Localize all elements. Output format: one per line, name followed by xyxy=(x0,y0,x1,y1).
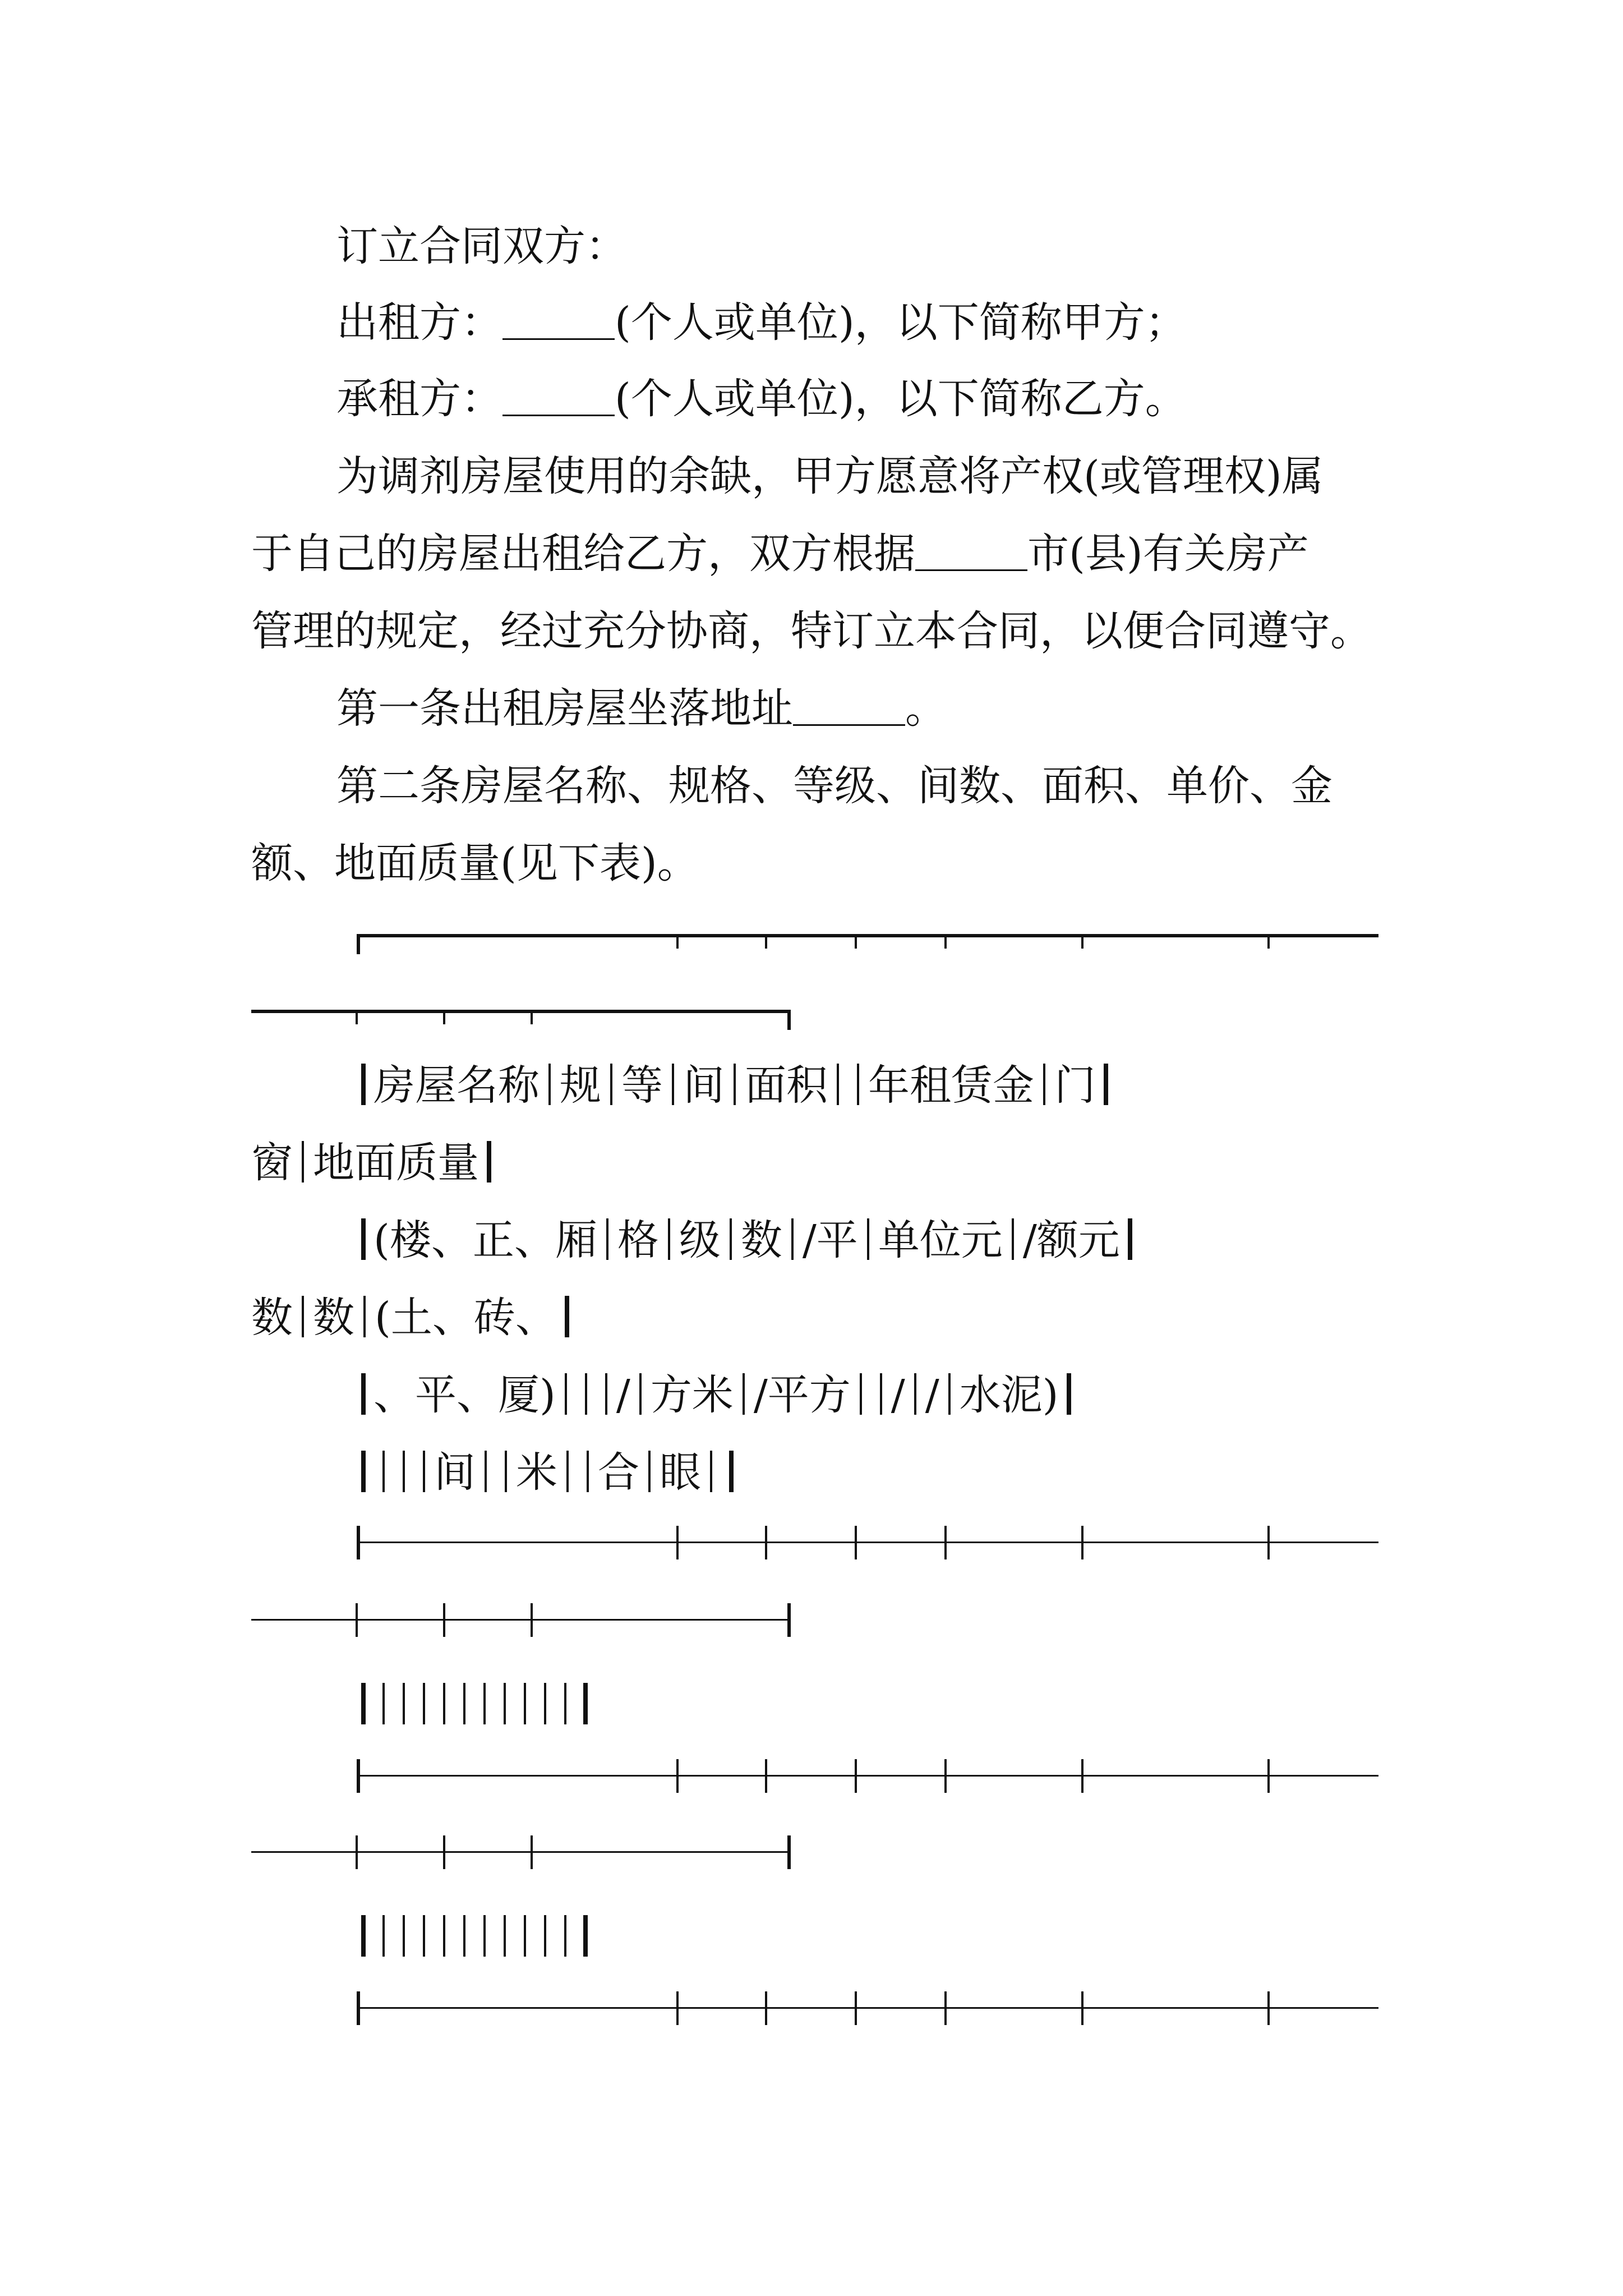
sep-tick xyxy=(855,1526,857,1559)
cell-grade: 等 xyxy=(621,1061,663,1110)
sep-tick xyxy=(443,1835,445,1869)
sep-tick xyxy=(676,1759,679,1793)
cell-slash: / xyxy=(616,1371,630,1419)
table-top-tick xyxy=(944,934,947,949)
header-row-1-wrap xyxy=(251,1124,499,1202)
sep-tick xyxy=(1081,1991,1083,2025)
sep-tick xyxy=(765,1526,767,1559)
sep-tick xyxy=(787,1835,791,1869)
table-separator xyxy=(357,1542,1378,1543)
cell-house-name: 房屋名称 xyxy=(374,1061,540,1110)
article-1 xyxy=(336,670,1464,747)
cell-slash-3: / xyxy=(925,1371,939,1419)
cell-building-type: (楼、正、厢 xyxy=(374,1216,597,1264)
table-top-tick xyxy=(1081,934,1083,949)
header-row-2-wrap xyxy=(251,1279,577,1356)
sep-tick xyxy=(1267,1526,1270,1559)
sep-tick xyxy=(531,1603,533,1637)
sep-tick xyxy=(1081,1526,1083,1559)
table-top-tick xyxy=(356,1010,358,1024)
table-top-border xyxy=(357,934,1378,937)
table-separator-wrap xyxy=(251,1851,790,1853)
table-top-tick xyxy=(357,934,360,954)
cell-shu-2: 数 xyxy=(251,1294,293,1342)
sep-tick xyxy=(357,1991,360,2025)
cell-unit-yuan: 单位元 xyxy=(878,1216,1003,1264)
city-blank[interactable] xyxy=(915,528,1027,571)
header-row-1 xyxy=(353,1047,1116,1124)
lessor-label: 出租方： xyxy=(336,298,502,347)
cell-shu: 数 xyxy=(740,1216,782,1264)
lessee-blank[interactable] xyxy=(502,373,615,416)
sep-tick xyxy=(676,1526,679,1559)
article-1-period: 。 xyxy=(905,684,947,733)
sep-tick xyxy=(676,1991,679,2025)
cell-rooms: 间 xyxy=(683,1061,725,1110)
cell-ji: 级 xyxy=(679,1216,721,1264)
address-blank[interactable] xyxy=(793,683,905,726)
table-separator-wrap xyxy=(251,1619,790,1621)
table-top-tick xyxy=(531,1010,533,1024)
table-top-tick xyxy=(676,934,679,949)
lessor-line xyxy=(336,284,1464,361)
cell-he: 合 xyxy=(598,1448,639,1497)
table-top-tick xyxy=(1267,934,1270,949)
lessee-desc: (个人或单位)，以下简称乙方。 xyxy=(615,375,1187,423)
header-row-2 xyxy=(353,1202,1140,1279)
purpose-line-2-text: 于自己的房屋出租给乙方，双方根据 xyxy=(251,530,915,578)
sep-tick xyxy=(944,1759,947,1793)
sep-tick xyxy=(1081,1759,1083,1793)
cell-mi: 米 xyxy=(516,1448,557,1497)
table-top-tick xyxy=(787,1010,791,1030)
table-top-tick xyxy=(443,1010,445,1024)
header-row-3 xyxy=(353,1356,1079,1434)
table-top-border-wrap xyxy=(251,1010,790,1013)
cell-jian: 间 xyxy=(434,1448,476,1497)
cell-annual-rent: 年租赁金 xyxy=(868,1061,1034,1110)
cell-flat-xia: 、平、厦) xyxy=(374,1371,556,1419)
sep-tick xyxy=(1267,1759,1270,1793)
cell-slash-2: / xyxy=(891,1371,905,1419)
table-row-empty xyxy=(353,1666,596,1743)
purpose-line-1: 为调剂房屋使用的余缺，甲方愿意将产权(或管理权)属 xyxy=(336,452,1324,500)
sep-tick xyxy=(765,1759,767,1793)
cell-amount-yuan: /额元 xyxy=(1022,1216,1120,1264)
header-row-4 xyxy=(353,1434,741,1511)
sep-tick xyxy=(855,1759,857,1793)
parties-heading: 订立合同双方： xyxy=(336,222,627,270)
table-separator xyxy=(357,1775,1378,1777)
sep-tick xyxy=(765,1991,767,2025)
cell-per-sqm: /平 xyxy=(802,1216,858,1264)
cell-shu-3: 数 xyxy=(313,1294,354,1342)
cell-sqm: 方米 xyxy=(650,1371,734,1419)
table-separator xyxy=(357,2007,1378,2009)
sep-tick xyxy=(356,1835,358,1869)
cell-per-square: /平方 xyxy=(753,1371,851,1419)
cell-door: 门 xyxy=(1054,1061,1096,1110)
article-1-text: 第一条出租房屋坐落地址 xyxy=(336,684,793,733)
table-row-empty xyxy=(353,1898,596,1976)
purpose-line-2-tail: 市(县)有关房产 xyxy=(1027,530,1309,578)
sep-tick xyxy=(1267,1991,1270,2025)
purpose-line-3: 管理的规定，经过充分协商，特订立本合同，以便合同遵守。 xyxy=(251,607,1372,655)
cell-spec: 规 xyxy=(560,1061,601,1110)
sep-tick xyxy=(443,1603,445,1637)
cell-cement: 水泥) xyxy=(959,1371,1059,1419)
cell-area: 面积 xyxy=(745,1061,828,1110)
cell-material: (土、砖、 xyxy=(375,1294,557,1342)
sep-tick xyxy=(787,1603,791,1637)
table-top-tick xyxy=(765,934,767,949)
purpose-line-2 xyxy=(251,515,1378,592)
sep-tick xyxy=(531,1835,533,1869)
sep-tick xyxy=(944,1526,947,1559)
lessor-desc: (个人或单位)，以下简称甲方； xyxy=(615,298,1187,347)
sep-tick xyxy=(944,1991,947,2025)
sep-tick xyxy=(855,1991,857,2025)
article-2-line-2: 额、地面质量(见下表)。 xyxy=(251,839,699,887)
lessee-line xyxy=(336,360,1464,438)
sep-tick xyxy=(357,1759,360,1793)
cell-floor-quality: 地面质量 xyxy=(313,1139,479,1187)
cell-window: 窗 xyxy=(251,1139,293,1187)
table-top-tick xyxy=(855,934,857,949)
lessee-label: 承租方： xyxy=(336,375,502,423)
cell-yan: 眼 xyxy=(660,1448,701,1497)
lessor-blank[interactable] xyxy=(502,297,615,340)
sep-tick xyxy=(356,1603,358,1637)
article-2-line-1: 第二条房屋名称、规格、等级、间数、面积、单价、金 xyxy=(336,762,1332,810)
cell-ge: 格 xyxy=(617,1216,659,1264)
sep-tick xyxy=(357,1526,360,1559)
